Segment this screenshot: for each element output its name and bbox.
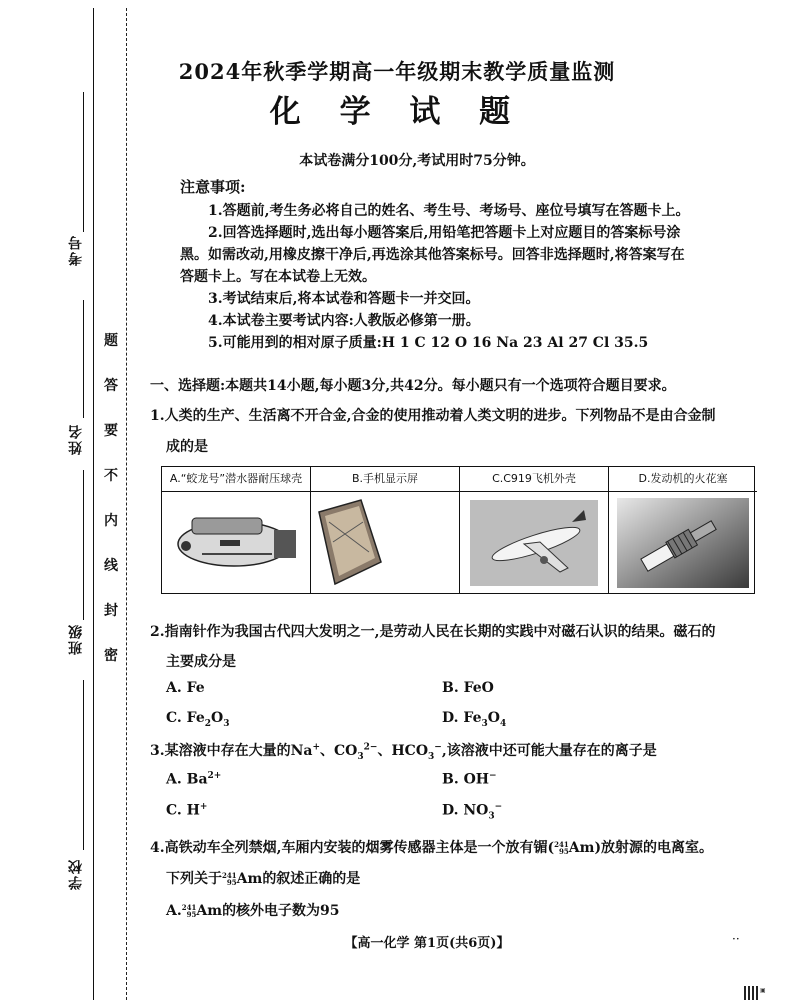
question-3-stem: 3.某溶液中存在大量的Na+、$CO_3^{2-}$、$HCO_3^-$,该溶液中还可能大量存在的离子是 [150, 742, 657, 762]
notice-line: 2.回答选择题时,选出每小题答案后,用铅笔把答题卡上对应题目的答案标号涂 [208, 225, 681, 241]
name-blank [83, 300, 84, 418]
seal-char: 密 [104, 648, 118, 664]
question-2-stem: 2.指南针作为我国古代四大发明之一,是劳动人民在长期的实践中对磁石认识的结果。磁石的 [150, 624, 716, 640]
section-heading: 一、选择题:本题共14小题,每小题3分,共42分。每小题只有一个选项符合题目要求。 [150, 378, 676, 394]
class-label: 班级 [68, 623, 84, 655]
question-1-stem-cont: 成的是 [166, 439, 208, 455]
seal-char: 题 [104, 333, 118, 349]
airplane-image [460, 492, 608, 593]
question-1-options-table [161, 466, 755, 594]
question-4-stem: 4.高铁动车全列禁烟,车厢内安装的烟雾传感器主体是一个放有镅(241 95Am)放射源的电离室。 [150, 840, 714, 856]
question-2-option-d[interactable]: D. $Fe_3O_4$ [442, 710, 507, 729]
exam-info: 本试卷满分100分,考试用时75分钟。 [299, 153, 535, 169]
exam-title: 2024年秋季学期高一年级期末教学质量监测 [178, 59, 616, 84]
notice-heading: 注意事项: [180, 178, 246, 196]
question-4-stem-cont: 下列关于241 95Am的叙述正确的是 [166, 871, 361, 887]
option-b-caption: B.手机显示屏 [311, 467, 459, 492]
school-blank [83, 680, 84, 850]
subject-title: 化 学 试 题 [269, 94, 525, 130]
notice-line: 4.本试卷主要考试内容:人教版必修第一册。 [208, 313, 480, 329]
phone-screen-image [311, 492, 459, 593]
spark-plug-image [609, 492, 757, 593]
seal-char: 不 [104, 468, 118, 484]
option-d-caption: D.发动机的火花塞 [609, 467, 757, 492]
exam-number-label: 考号 [68, 234, 84, 266]
seal-char: 要 [104, 423, 118, 439]
seal-char: 内 [104, 513, 118, 529]
footer-mark: ·· [732, 932, 740, 946]
question-3-option-b[interactable]: B. OH− [442, 771, 497, 788]
option-d-cell [609, 467, 757, 593]
question-3-option-a[interactable]: A. $Ba^{2+}$ [166, 771, 222, 788]
notice-line: 5.可能用到的相对原子质量:H 1 C 12 O 16 Na 23 Al 27 Cl 35.5 [208, 335, 649, 351]
notice-line: 3.考试结束后,将本试卷和答题卡一并交回。 [208, 291, 480, 307]
qr-code-icon [744, 986, 758, 1000]
seal-char: 答 [104, 378, 118, 394]
question-2-option-b[interactable]: B. FeO [442, 680, 494, 696]
class-blank [83, 470, 84, 620]
question-1-stem: 1.人类的生产、生活离不开合金,合金的使用推动着人类文明的进步。下列物品不是由合金制 [150, 408, 716, 424]
option-a-cell [162, 467, 311, 593]
notice-line: 答题卡上。写在本试卷上无效。 [180, 269, 376, 285]
question-3-option-d[interactable]: D. $NO_3^-$ [442, 802, 503, 822]
option-c-caption: C.C919飞机外壳 [460, 467, 608, 492]
question-2-stem-cont: 主要成分是 [166, 654, 236, 670]
school-label: 学校 [68, 858, 84, 890]
page-footer: 【高一化学 第1页(共6页)】 [344, 936, 510, 951]
name-label: 姓名 [68, 423, 84, 455]
question-2-option-c[interactable]: C. $Fe_2O_3$ [166, 710, 230, 729]
option-a-caption: A.“蛟龙号”潜水器耐压球壳 [162, 467, 310, 492]
option-c-cell [460, 467, 609, 593]
notice-line: 1.答题前,考生务必将自己的姓名、考生号、考场号、座位号填写在答题卡上。 [208, 203, 690, 219]
submersible-image [162, 492, 310, 593]
notice-line: 黑。如需改动,用橡皮擦干净后,再选涂其他答案标号。回答非选择题时,将答案写在 [180, 247, 685, 263]
question-3-option-c[interactable]: C. H+ [166, 802, 208, 819]
seal-char: 线 [104, 558, 118, 574]
question-4-option-a[interactable]: A.241 95Am的核外电子数为95 [166, 903, 340, 919]
question-2-option-a[interactable]: A. Fe [166, 680, 205, 696]
watermark-logo-icon: ▣ [760, 987, 766, 994]
seal-char: 封 [104, 603, 118, 619]
option-b-cell [311, 467, 460, 593]
